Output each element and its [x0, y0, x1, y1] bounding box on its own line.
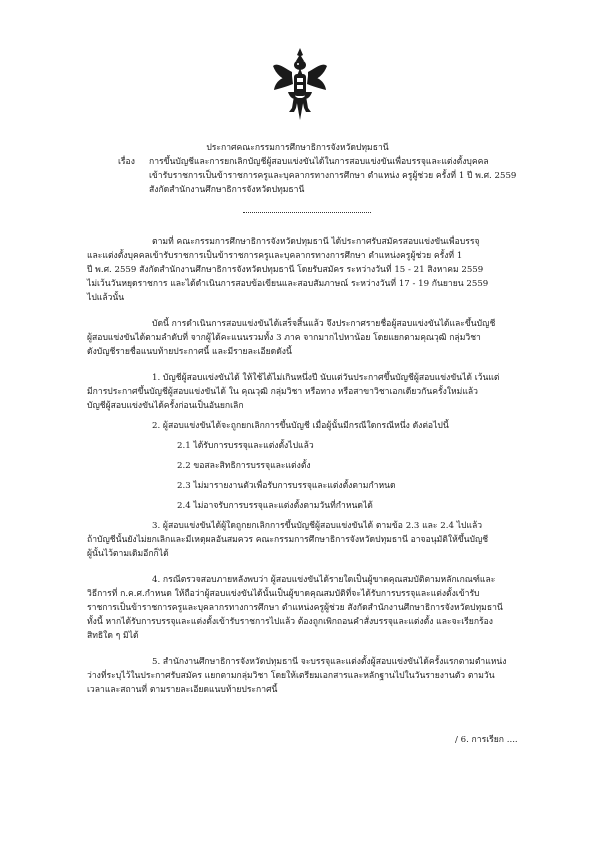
body-line: 4. กรณีตรวจสอบภายหลังพบว่า ผู้สอบแข่งขันได้รายใดเป็นผู้ขาดคุณสมบัติตามหลักเกณฑ์และ — [152, 575, 496, 585]
body-line: ตามที่ คณะกรรมการศึกษาธิการจังหวัดปทุมธานี ได้ประกาศรับสมัครสอบแข่งขันเพื่อบรรจุ — [152, 237, 480, 247]
body-line: และแต่งตั้งบุคคลเข้ารับราชการเป็นข้าราชการครูและบุคลากรทางการศึกษา ตำแหน่งครูผู้ช่วย ครั้งที่ 1 — [87, 251, 463, 261]
body-line: ทั้งนี้ หากได้รับการบรรจุและแต่งตั้งเข้ารับราชการไปแล้ว ต้องถูกเพิกถอนคำสั่งบรรจุและแต่งตั้ง และจะเรียกร้อง — [87, 617, 493, 627]
body-line: ถ้าบัญชีนั้นยังไม่ยกเลิกและมีเหตุผลอันสมควร คณะกรรมการศึกษาธิการจังหวัดปทุมธานี อาจอนุมัติให้ขึ้นบัญชี — [87, 535, 489, 545]
body-line: 2. ผู้สอบแข่งขันได้จะถูกยกเลิกการขึ้นบัญชี เมื่อผู้นั้นมีกรณีใดกรณีหนึ่ง ดังต่อไปนี้ — [152, 421, 449, 431]
sub-item: 2.1 ได้รับการบรรจุและแต่งตั้งไปแล้ว — [177, 441, 314, 451]
sub-item: 2.4 ไม่อาจรับการบรรจุและแต่งตั้งตามวันที่กำหนดได้ — [177, 501, 373, 511]
body-line: ว่างที่ระบุไว้ในประกาศรับสมัคร แยกตามกลุ่มวิชา โดยให้เตรียมเอกสารและหลักฐานไปในวันรายงานตัว ตามวัน — [87, 671, 495, 681]
body-line: บัดนี้ การดำเนินการสอบแข่งขันได้เสร็จสิ้นแล้ว จึงประกาศรายชื่อผู้สอบแข่งขันได้และขึ้นบัญชี — [152, 319, 496, 329]
body-line: มีการประกาศขึ้นบัญชีผู้สอบแข่งขันได้ ใน คุณวุฒิ กลุ่มวิชา หรือทาง หรือสาขาวิชาเอกเดียวกันครั้งใหม่แล้ว — [87, 387, 478, 397]
title-divider — [243, 212, 371, 213]
body-line: 1. บัญชีผู้สอบแข่งขันได้ ให้ใช้ได้ไม่เกินหนึ่งปี นับแต่วันประกาศขึ้นบัญชีผู้สอบแข่งขันได้ เว้นแต่ — [152, 373, 500, 383]
body-line: บัญชีผู้สอบแข่งขันได้ครั้งก่อนเป็นอันยกเลิก — [87, 401, 244, 411]
sub-item: 2.3 ไม่มารายงานตัวเพื่อรับการบรรจุและแต่งตั้งตามกำหนด — [177, 481, 396, 491]
garuda-emblem-icon — [270, 46, 330, 122]
body-line: ผู้นั้นไว้ตามเดิมอีกก็ได้ — [87, 549, 169, 559]
body-line: 5. สำนักงานศึกษาธิการจังหวัดปทุมธานี จะบรรจุและแต่งตั้งผู้สอบแข่งขันได้ครั้งแรกตามตำแหน่ง — [152, 657, 507, 667]
body-line: ราชการเป็นข้าราชการครูและบุคลากรทางการศึกษา ตำแหน่งครูผู้ช่วย สังกัดสำนักงานศึกษาธิการจังหวัดปทุมธานี — [87, 603, 503, 613]
sub-item: 2.2 ขอสละสิทธิการบรรจุและแต่งตั้ง — [177, 461, 311, 471]
subject-line: สังกัดสำนักงานศึกษาธิการจังหวัดปทุมธานี — [149, 185, 305, 195]
body-line: ไปแล้วนั้น — [87, 293, 125, 303]
subject-label: เรื่อง — [118, 157, 135, 167]
continuation-note: / 6. การเรียก .... — [455, 735, 518, 745]
body-line: ดังบัญชีรายชื่อแนบท้ายประกาศนี้ และมีรายละเอียดดังนี้ — [87, 347, 292, 357]
body-line: สิทธิใด ๆ มิได้ — [87, 631, 139, 641]
body-line: ไม่เว้นวันหยุดราชการ และได้ดำเนินการสอบข้อเขียนและสอบสัมภาษณ์ ระหว่างวันที่ 17 - 19 กันยายน 2559 — [87, 279, 489, 289]
body-line: ปี พ.ศ. 2559 สังกัดสำนักงานศึกษาธิการจังหวัดปทุมธานี โดยรับสมัคร ระหว่างวันที่ 15 - 21 สิงหาคม 2559 — [87, 265, 484, 275]
announcement-title: ประกาศคณะกรรมการศึกษาธิการจังหวัดปทุมธานี — [206, 143, 389, 153]
body-line: เวลาและสถานที่ ตามรายละเอียดแนบท้ายประกาศนี้ — [87, 685, 278, 695]
body-line: ผู้สอบแข่งขันได้ตามลำดับที่ จากผู้ได้คะแนนรวมทั้ง 3 ภาค จากมากไปหาน้อย โดยแยกตามคุณวุฒิ กลุ่มวิชา — [87, 333, 481, 343]
subject-line: การขึ้นบัญชีและการยกเลิกบัญชีผู้สอบแข่งขันได้ในการสอบแข่งขันเพื่อบรรจุและแต่งตั้งบุคคล — [149, 157, 489, 167]
body-line: วิธีการที่ ก.ค.ศ.กำหนด ให้ถือว่าผู้สอบแข่งขันได้นั้นเป็นผู้ขาดคุณสมบัติที่จะได้รับการบรรจุและแต่งตั้งเข้ารับ — [87, 589, 480, 599]
subject-line: เข้ารับราชการเป็นข้าราชการครูและบุคลากรทางการศึกษา ตำแหน่ง ครูผู้ช่วย ครั้งที่ 1 ปี พ.ศ. 2559 — [149, 171, 517, 181]
body-line: 3. ผู้สอบแข่งขันได้ผู้ใดถูกยกเลิกการขึ้นบัญชีผู้สอบแข่งขันได้ ตามข้อ 2.3 และ 2.4 ไปแล้ว — [152, 521, 483, 531]
